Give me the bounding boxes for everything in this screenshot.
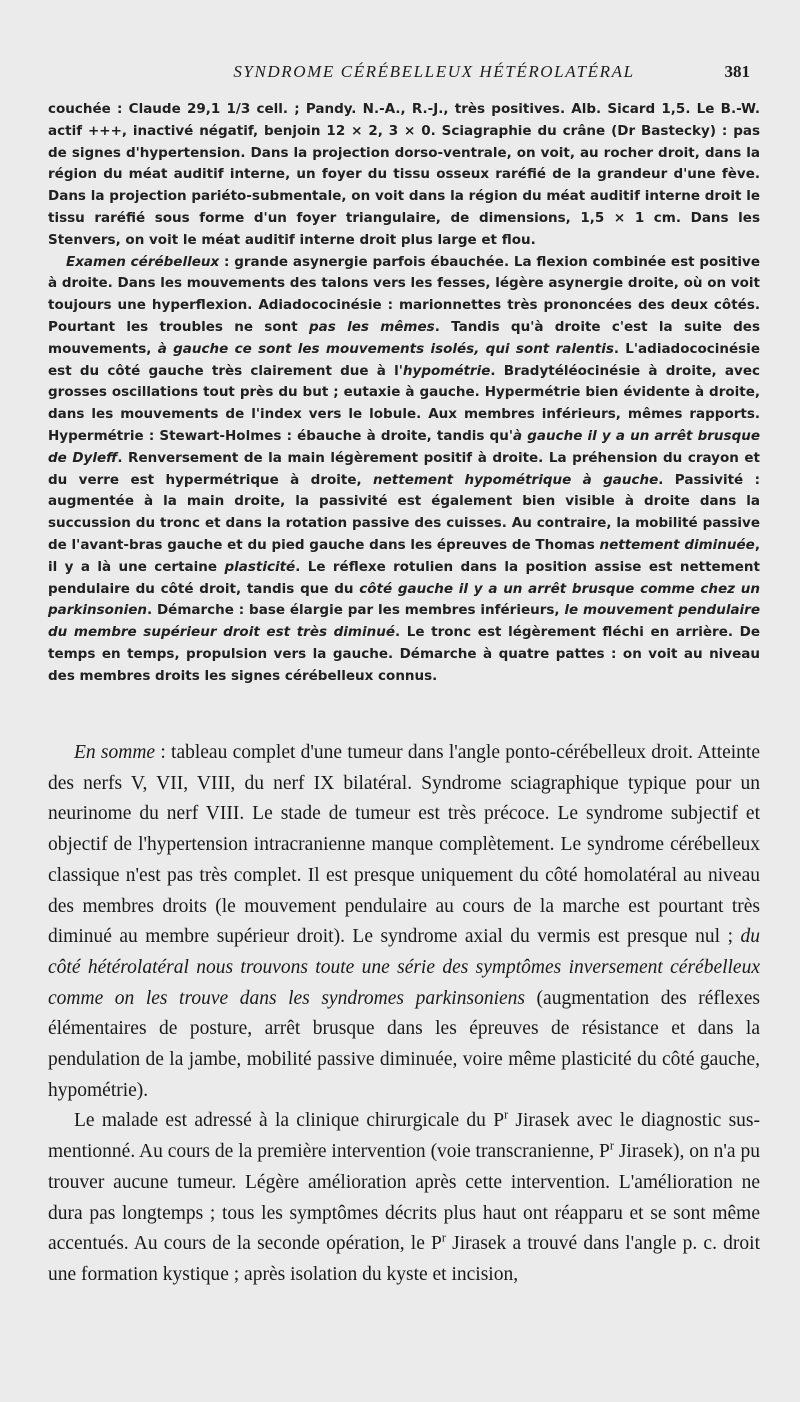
text-span: Le malade est adressé à la clinique chirurgicale du P [74,1110,505,1132]
italic-span: pas les mêmes [308,318,435,335]
text-span: Jirasek avec le diagnostic sus-mentionné. Au cours de la première intervention (voie transcranienne, P [48,1110,760,1163]
paragraph-cerebellar-exam [48,252,760,688]
italic-span: nettement diminuée [599,536,755,553]
text-span: . Le réflexe rotulien dans la position assise est nettement pendulaire du côté droit, tandis que du [48,558,760,597]
text-span: . Renversement de la main légèrement positif à droite. La préhension du crayon et du verre est hypermétrique à droite, [48,449,760,488]
text-span: (augmentation des réflexes élémentaires de posture, arrêt brusque dans les épreuves de résistance et dans la pendulation de la jambe, mobilité passive diminuée, voire même plasticité du côté gauche, hypométrie). [48,987,760,1101]
running-header [48,62,760,86]
italic-span: à gauche ce sont les mouvements isolés, qui sont ralentis [157,340,614,357]
page-number: 381 [724,62,750,81]
paragraph-lab-text: couchée : Claude 29,1 1/3 cell. ; Pandy. N.-A., R.-J., très positives. Alb. Sicard 1,5. Le B.-W. actif +++, inactivé négatif, benjoin 12 × 2, 3 × 0. Sciagraphie du crâne (Dr Bastecky) : pas de signes d'hypertension. Dans la projection dorso-ventrale, on voit, au rocher droit, dans la région du méat auditif interne, un foyer du tissu osseux raréfié de la grandeur d'une fève. Dans la projection pariéto-submentale, on voit dans la région du méat auditif interne droit le tissu raréfié sous forme d'un foyer triangulaire, de dimensions, 1,5 × 1 cm. Dans les Stenvers, on voit le méat auditif interne droit plus large et flou. [48,101,760,248]
text-span: . Tandis qu'à droite c'est la suite des mouvements, [48,318,760,357]
text-span: . Le tronc est légèrement fléchi en arrière. De temps en temps, propulsion vers la gauche. Démarche à quatre pattes : on voit au niveau des membres droits les signes cérébelleux connus. [48,624,760,684]
paragraph-lab-results [48,99,760,252]
paragraph-summary [48,738,760,1106]
italic-span: nettement hypométrique à gauche [373,471,659,488]
italic-span: côté gauche il y a un arrêt brusque comme chez un parkinsonien [48,580,760,619]
italic-span: du côté hétérolatéral nous trouvons toute une série des symptômes inversement cérébelleux comme on les trouve dans les syndromes parkinsoniens [48,926,760,1009]
italic-span: plasticité [224,558,296,575]
text-span: , il y a là une certaine [48,536,760,575]
case-details-block [48,99,760,688]
paragraph-surgery [48,1106,760,1290]
italic-span: hypométrie [402,362,491,379]
superscript: r [609,1138,614,1153]
text-span: Jirasek), on n'a pu trouver aucune tumeur. Légère amélioration après cette intervention. L'amélioration ne dura pas longtemps ; tous les symptômes décrits plus haut ont réapparu et se sont même accentués. Au cours de la seconde opération, le P [48,1141,760,1255]
superscript: r [504,1107,509,1122]
text-span: . L'adiadococinésie est du côté gauche très clairement due à l' [48,340,760,379]
text-span: : tableau complet d'une tumeur dans l'angle ponto-cérébelleux droit. Atteinte des nerfs V, VII, VIII, du nerf IX bilatéral. Syndrome sciagraphique typique pour un neurinome du nerf VIII. Le stade de tumeur est très précoce. Le syndrome subjectif et objectif de l'hypertension intracranienne manque complètement. Le syndrome cérébelleux classique n'est pas très complet. Il est presque uniquement du côté homolatéral au niveau des membres droits (le mouvement pendulaire au cours de la marche est pourtant très diminué au membre supérieur droit). Le syndrome axial du vermis est presque nul ; [48,742,761,948]
main-text-block [48,738,760,1291]
text-span: . Bradytéléocinésie à droite, avec grosses oscillations tout près du but ; eutaxie à gauche. Hypermétrie bien évidente à droite, dans les mouvements de l'index vers le lobule. Aux membres inférieurs, mêmes rapports. Hypermétrie : Stewart-Holmes : ébauche à droite, tandis qu' [48,362,760,444]
superscript: r [441,1230,446,1245]
text-span: : grande asynergie parfois ébauchée. La flexion combinée est positive à droite. Dans les mouvements des talons vers les fesses, légère asynergie droite, où on voit toujours une hyperflexion. Adiadococinésie : marionnettes très prononcées des deux côtés. Pourtant les troubles ne sont [48,253,760,335]
text-span: . Passivité : augmentée à la main droite, la passivité est également bien visible à droite dans la succussion du tronc et dans la rotation passive des cuisses. Au contraire, la mobilité passive de l'avant-bras gauche et du pied gauche dans les épreuves de Thomas [48,471,760,553]
exam-heading: Examen cérébelleux [66,253,220,270]
italic-span: à gauche il y a un arrêt brusque de Dyleff [48,427,761,466]
summary-heading: En somme [74,742,156,763]
italic-span: le mouvement pendulaire du membre supérieur droit est très diminué [48,602,760,641]
text-span: Jirasek a trouvé dans l'angle p. c. droit une formation kystique ; après isolation du kyste et incision, [48,1233,760,1285]
running-title: SYNDROME CÉRÉBELLEUX HÉTÉROLATÉRAL [233,62,635,81]
text-span: . Démarche : base élargie par les membres inférieurs, [146,602,565,619]
